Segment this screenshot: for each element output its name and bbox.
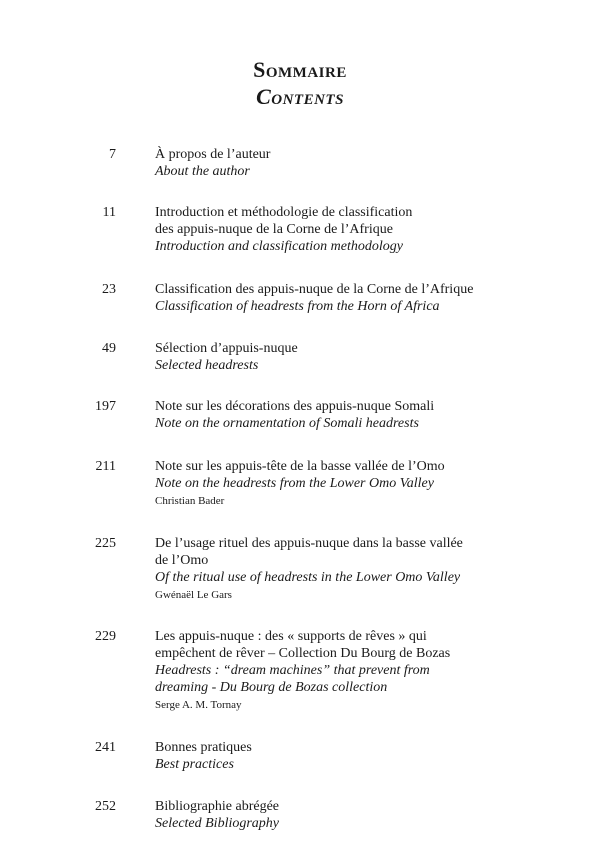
page-number: 211 [95,459,116,474]
author-name: Christian Bader [155,495,225,507]
page-number: 252 [95,799,116,814]
english-title-line: Best practices [155,757,234,772]
entry-text [155,146,555,180]
english-title-line: Note on the ornamentation of Somali headrests [155,416,419,431]
english-title-line: About the author [155,164,250,179]
french-title-line: Note sur les décorations des appuis-nuque Somali [155,399,435,414]
page-number: 11 [102,205,116,220]
french-title-line: Bibliographie abrégée [155,799,280,814]
page-number: 49 [102,341,116,356]
french-title-line: Sélection d’appuis-nuque [155,341,298,356]
entry-text [155,535,555,604]
english-title-line: dreaming - Du Bourg de Bozas collection [155,680,388,695]
entry-text [155,340,555,374]
title-english: Contents [256,84,344,109]
french-title-line: Classification des appuis-nuque de la Corne de l’Afrique [155,282,474,297]
entry-text [155,628,555,714]
french-title-line: de l’Omo [155,553,209,568]
entry-text [155,281,555,315]
page-number: 229 [95,629,116,644]
english-title-line: Note on the headrests from the Lower Omo Valley [155,476,434,491]
author-name: Serge A. M. Tornay [155,699,242,711]
french-title-line: À propos de l’auteur [155,147,271,162]
french-title-line: Introduction et méthodologie de classification [155,205,413,220]
page-number: 241 [95,740,116,755]
entry-text [155,739,555,773]
contents-title [0,56,600,110]
english-title-line: Introduction and classification methodology [155,239,403,254]
english-title-line: Of the ritual use of headrests in the Lower Omo Valley [155,570,461,585]
entry-text [155,458,555,510]
entry-text [155,204,555,255]
page-number: 197 [95,399,116,414]
author-name: Gwénaël Le Gars [155,589,232,601]
french-title-line: Note sur les appuis-tête de la basse vallée de l’Omo [155,459,445,474]
page-number: 23 [102,282,116,297]
title-french: Sommaire [253,57,347,82]
entry-text [155,398,555,432]
entry-text [155,798,555,832]
french-title-line: empêchent de rêver – Collection Du Bourg de Bozas [155,646,451,661]
page-number: 7 [109,147,116,162]
french-title-line: Les appuis-nuque : des « supports de rêves » qui [155,629,427,644]
english-title-line: Selected headrests [155,358,259,373]
english-title-line: Headrests : “dream machines” that prevent from [155,663,430,678]
english-title-line: Selected Bibliography [155,816,280,831]
page-number: 225 [95,536,116,551]
english-title-line: Classification of headrests from the Horn of Africa [155,299,440,314]
french-title-line: De l’usage rituel des appuis-nuque dans la basse vallée [155,536,463,551]
french-title-line: Bonnes pratiques [155,740,252,755]
french-title-line: des appuis-nuque de la Corne de l’Afrique [155,222,393,237]
